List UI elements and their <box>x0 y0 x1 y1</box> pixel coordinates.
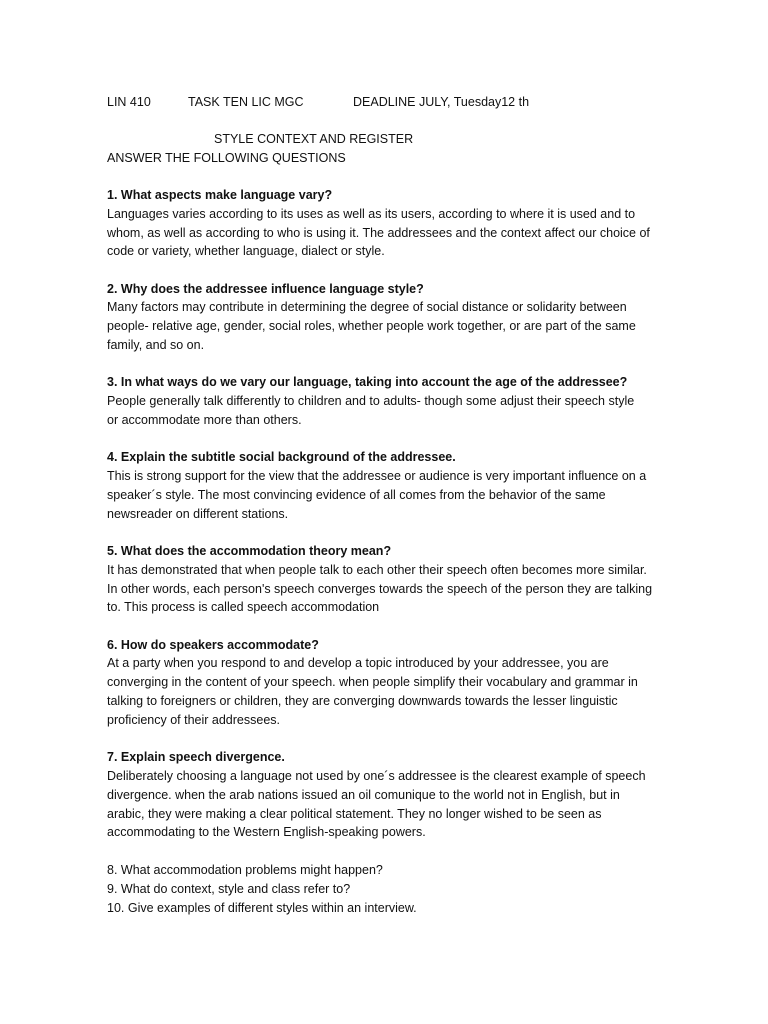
qa-item-4 <box>107 448 667 523</box>
answer-2 <box>107 298 667 354</box>
answer-line: In other words, each person's speech converges towards the speech of the person they are talking <box>107 581 653 596</box>
question-9: 9. What do context, style and class refer to? <box>107 881 351 896</box>
instruction-line: ANSWER THE FOLLOWING QUESTIONS <box>107 151 346 165</box>
qa-item-6 <box>107 636 667 730</box>
answer-line: family, and so on. <box>107 338 205 353</box>
qa-item-3 <box>107 373 667 429</box>
answer-line: This is strong support for the view that the addressee or audience is very important influence on a <box>107 469 647 484</box>
qa-item-5 <box>107 542 667 617</box>
answer-1 <box>107 205 667 261</box>
answer-line: speaker´s style. The most convincing evidence of all comes from the behavior of the same <box>107 487 606 502</box>
question-7: 7. Explain speech divergence. <box>107 750 285 765</box>
answer-line: divergence. when the arab nations issued an oil comunique to the world not in English, but in <box>107 787 620 802</box>
answer-line: At a party when you respond to and develop a topic introduced by your addressee, you are <box>107 656 609 671</box>
answer-line: code or variety, whether language, dialect or style. <box>107 244 385 259</box>
answer-4 <box>107 467 667 523</box>
answer-line: Deliberately choosing a language not used by one´s addressee is the clearest example of speech <box>107 768 646 783</box>
answer-line: accommodating to the Western English-speaking powers. <box>107 825 426 840</box>
course-code: LIN 410 <box>107 95 151 109</box>
deadline-label: DEADLINE JULY, Tuesday12 th <box>353 95 530 109</box>
document-header <box>107 93 707 111</box>
answer-line: Many factors may contribute in determining the degree of social distance or solidarity between <box>107 300 627 315</box>
qa-item-1 <box>107 186 667 261</box>
question-8: 8. What accommodation problems might happen? <box>107 863 383 877</box>
answer-line: Languages varies according to its uses as well as its users, according to where it is used and to <box>107 206 636 221</box>
answer-line: converging in the content of your speech. when people simplify their vocabulary and grammar in <box>107 675 638 690</box>
question-10: 10. Give examples of different styles within an interview. <box>107 900 417 915</box>
answer-line: newsreader on different stations. <box>107 506 289 521</box>
question-2: 2. Why does the addressee influence language style? <box>107 281 424 296</box>
question-6: 6. How do speakers accommodate? <box>107 637 319 652</box>
remaining-questions <box>107 861 667 917</box>
answer-line: people- relative age, gender, social roles, whether people work together, or are part of the same <box>107 319 636 334</box>
document-title: STYLE CONTEXT AND REGISTER <box>214 132 414 146</box>
question-3: 3. In what ways do we vary our language, taking into account the age of the addressee? <box>107 375 628 390</box>
answer-line: to. This process is called speech accommodation <box>107 600 380 615</box>
answer-line: or accommodate more than others. <box>107 412 302 427</box>
question-5: 5. What does the accommodation theory mean? <box>107 543 392 558</box>
answer-5 <box>107 561 667 617</box>
qa-item-7 <box>107 748 667 842</box>
qa-item-2 <box>107 280 667 355</box>
answer-3 <box>107 392 667 430</box>
answer-line: arabic, they were making a clear political statement. They no longer wished to be seen as <box>107 806 602 821</box>
question-answer-list <box>107 186 667 861</box>
question-1: 1. What aspects make language vary? <box>107 188 333 202</box>
question-4: 4. Explain the subtitle social background of the addressee. <box>107 450 456 465</box>
answer-line: People generally talk differently to children and to adults- though some adjust their speech style <box>107 394 635 409</box>
answer-6 <box>107 654 667 729</box>
answer-line: It has demonstrated that when people talk to each other their speech often becomes more similar. <box>107 562 647 577</box>
answer-line: proficiency of their addressees. <box>107 712 281 727</box>
answer-7 <box>107 767 667 842</box>
answer-line: talking to foreigners or children, they are converging downwards towards the lesser linguistic <box>107 694 618 709</box>
task-label: TASK TEN LIC MGC <box>188 95 304 109</box>
answer-line: whom, as well as according to who is using it. The addressees and the context affect our choice of <box>107 225 650 240</box>
